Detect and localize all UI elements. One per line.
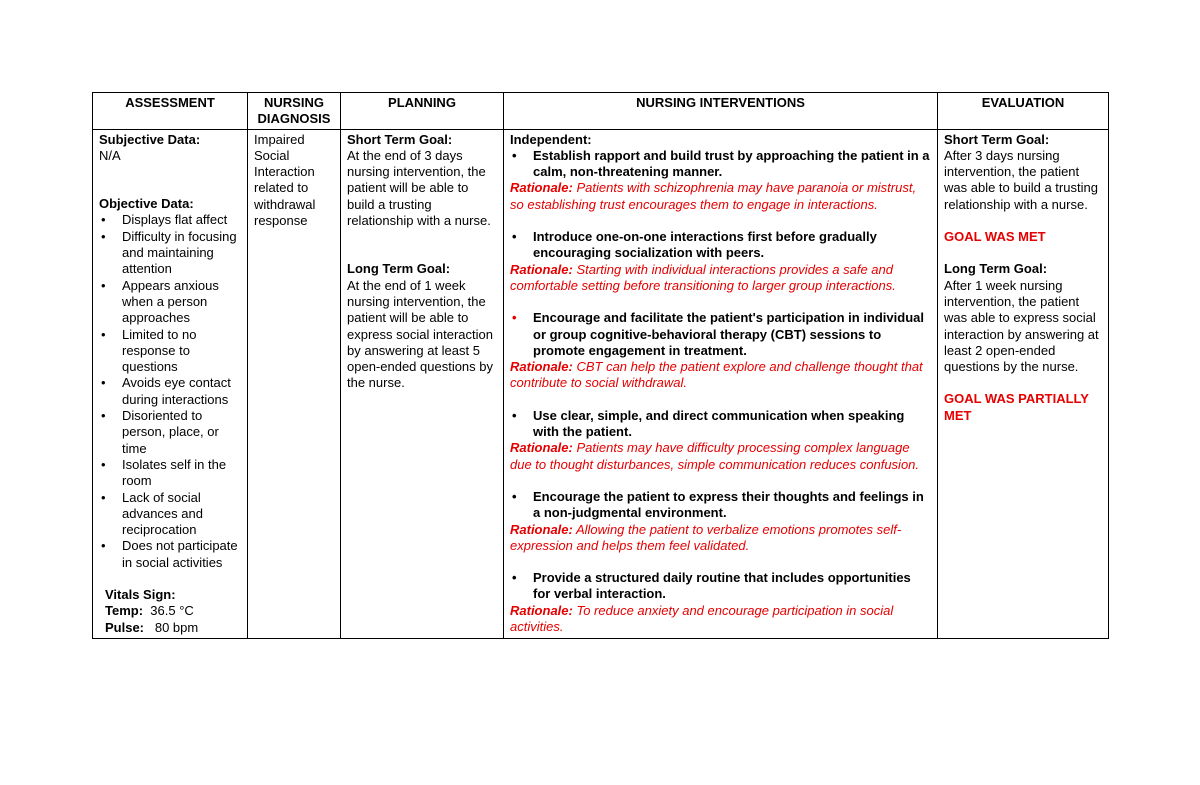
header-evaluation: EVALUATION (938, 93, 1109, 130)
rationale-text: Starting with individual interactions provides a safe and comfortable setting before transitioning to larger group interactions. (510, 261, 896, 293)
evaluation-long-label: Long Term Goal: (944, 261, 1048, 277)
temp-value: 36.5 °C (150, 603, 194, 619)
intervention-item: • Encourage and facilitate the patient's participation in individual or group cognitive-behavioral therapy (CBT) sessions to promote engagement in treatment. (510, 310, 931, 359)
header-interventions: NURSING INTERVENTIONS (504, 93, 938, 130)
intervention-item: • Provide a structured daily routine that includes opportunities for verbal interaction. (510, 570, 931, 603)
objective-list (99, 212, 241, 571)
rationale (510, 180, 931, 213)
planning-long-text: At the end of 1 week nursing intervention, the patient will be able to express social interaction by answering at least 5 open-ended questions by the nurse. (347, 277, 494, 391)
evaluation-short-status: GOAL WAS MET (944, 229, 1046, 245)
rationale (510, 262, 931, 295)
header-assessment: ASSESSMENT (93, 93, 248, 130)
intervention-list (510, 489, 931, 522)
vitals-label: Vitals Sign: (105, 587, 176, 603)
list-item: • Lack of social advances and reciprocation (99, 490, 241, 539)
evaluation-long-text: After 1 week nursing intervention, the patient was able to express social interaction by answering at least 2 open-ended questions by the nurse. (944, 277, 1099, 375)
diagnosis-cell (248, 129, 341, 638)
rationale-label: Rationale: (510, 261, 573, 277)
header-row (93, 93, 1109, 130)
objective-label: Objective Data: (99, 196, 194, 212)
interventions-heading: Independent: (510, 131, 592, 147)
rationale (510, 603, 931, 636)
intervention-list (510, 408, 931, 441)
evaluation-long-status: GOAL WAS PARTIALLY MET (944, 391, 1089, 423)
list-item: • Displays flat affect (99, 212, 241, 228)
temp-row (105, 603, 241, 619)
pulse-value: 80 bpm (154, 619, 199, 635)
list-item: • Disoriented to person, place, or time (99, 408, 241, 457)
temp-label: Temp: (105, 603, 144, 619)
diagnosis-text: Impaired Social Interaction related to withdrawal response (254, 131, 316, 229)
intervention-item: • Encourage the patient to express their thoughts and feelings in a non-judgmental environment. (510, 489, 931, 522)
intervention-item: • Establish rapport and build trust by approaching the patient in a calm, non-threatening manner. (510, 148, 931, 181)
pulse-label: Pulse: (105, 619, 145, 635)
interventions-cell (504, 129, 938, 638)
planning-long-label: Long Term Goal: (347, 261, 451, 277)
nursing-care-plan-table (92, 92, 1109, 639)
rationale (510, 522, 931, 555)
rationale-text: Allowing the patient to verbalize emotions promotes self-expression and helps them feel validated. (510, 521, 902, 553)
intervention-list (510, 229, 931, 262)
intervention-list (510, 570, 931, 603)
rationale (510, 440, 931, 473)
content-row (93, 129, 1109, 638)
assessment-cell (93, 129, 248, 638)
list-item: • Isolates self in the room (99, 457, 241, 490)
header-planning: PLANNING (341, 93, 504, 130)
rationale-text: CBT can help the patient explore and challenge thought that contribute to social withdrawal. (510, 359, 923, 391)
intervention-item: • Introduce one-on-one interactions first before gradually encouraging socialization with peers. (510, 229, 931, 262)
rationale-text: Patients with schizophrenia may have paranoia or mistrust, so establishing trust encourages them to engage in interactions. (510, 180, 917, 212)
rationale-text: To reduce anxiety and encourage participation in social activities. (510, 602, 894, 635)
vitals-block (99, 587, 241, 636)
planning-short-text: At the end of 3 days nursing intervention, the patient will be able to build a trusting relationship with a nurse. (347, 147, 491, 229)
rationale (510, 359, 931, 392)
rationale-label: Rationale: (510, 440, 573, 456)
subjective-value: N/A (99, 147, 121, 163)
header-diagnosis: NURSING DIAGNOSIS (248, 93, 341, 130)
list-item: • Avoids eye contact during interactions (99, 375, 241, 408)
rationale-label: Rationale: (510, 602, 573, 618)
pulse-row (105, 620, 241, 636)
rationale-text: Patients may have difficulty processing complex language due to thought disturbances, simple communication reduces confusion. (510, 440, 920, 472)
rationale-label: Rationale: (510, 180, 573, 196)
rationale-label: Rationale: (510, 521, 573, 537)
planning-short-label: Short Term Goal: (347, 131, 453, 147)
list-item: • Difficulty in focusing and maintaining attention (99, 229, 241, 278)
list-item: • Does not participate in social activities (99, 538, 241, 571)
evaluation-short-text: After 3 days nursing intervention, the patient was able to build a trusting relationship with a nurse. (944, 147, 1098, 212)
subjective-label: Subjective Data: (99, 131, 201, 147)
list-item: • Appears anxious when a person approaches (99, 278, 241, 327)
intervention-list (510, 310, 931, 359)
list-item: • Limited to no response to questions (99, 327, 241, 376)
planning-cell (341, 129, 504, 638)
evaluation-short-label: Short Term Goal: (944, 131, 1050, 147)
intervention-item: • Use clear, simple, and direct communication when speaking with the patient. (510, 408, 931, 441)
rationale-label: Rationale: (510, 359, 573, 375)
intervention-list (510, 148, 931, 181)
evaluation-cell (938, 129, 1109, 638)
